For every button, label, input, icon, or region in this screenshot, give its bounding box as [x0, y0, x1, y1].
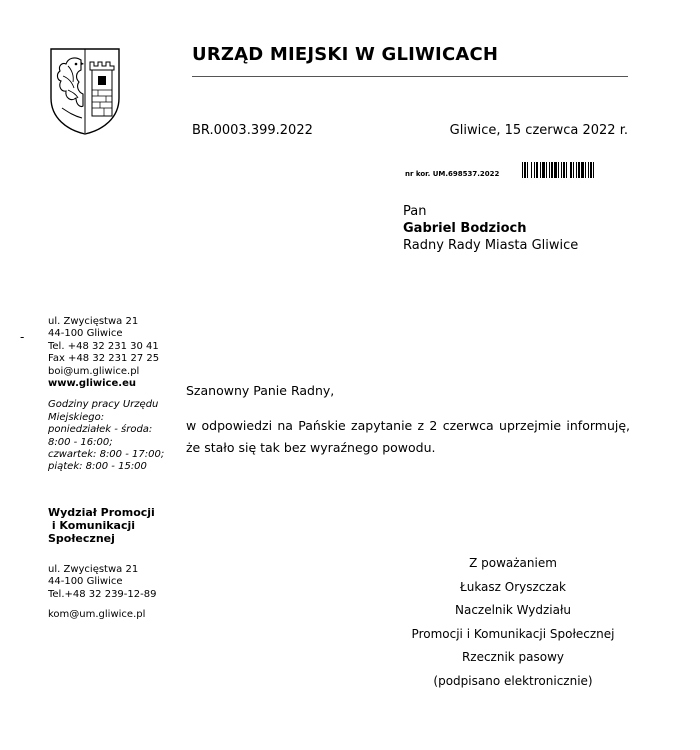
margin-dash: - — [20, 330, 25, 344]
city-coat-of-arms-icon — [48, 46, 122, 136]
address-street: ul. Zwycięstwa 21 — [48, 316, 139, 327]
hours-line: Godziny pracy Urzędu — [48, 399, 159, 411]
hours-line: Miejskiego: — [48, 411, 105, 423]
office-hours — [48, 399, 183, 473]
signature-closing: Z poważaniem — [469, 556, 557, 570]
fax-number: Fax +48 32 231 27 25 — [48, 353, 160, 365]
department-street: ul. Zwycięstwa 21 — [48, 564, 139, 575]
letter-body — [186, 415, 630, 459]
signature-note: (podpisano elektronicznie) — [433, 673, 593, 688]
signature-name: Łukasz Oryszczak — [459, 579, 567, 594]
department-city: 44-100 Gliwice — [48, 576, 123, 588]
header-divider — [192, 76, 628, 77]
body-line: że stało się tak bez wyraźnego powodu. — [186, 440, 436, 455]
department-contact — [48, 564, 183, 601]
hours-line: poniedziałek - środa: — [48, 424, 153, 436]
department-title — [48, 506, 183, 545]
letter-salutation: Szanowny Panie Radny, — [186, 383, 335, 398]
correspondence-number: nr kor. UM.698537.2022 — [405, 170, 500, 178]
phone-number: Tel. +48 32 231 30 41 — [48, 340, 159, 352]
department-title-line: i Komunikacji — [48, 519, 136, 532]
recipient-block — [403, 203, 578, 254]
department-email: kom@um.gliwice.pl — [48, 609, 146, 620]
signature-position: Rzecznik pasowy — [461, 650, 565, 665]
hours-line: czwartek: 8:00 - 17:00; — [48, 449, 165, 461]
recipient-role: Radny Rady Miasta Gliwice — [403, 238, 579, 253]
hours-line: piątek: 8:00 - 15:00 — [48, 461, 147, 473]
office-email: boi@um.gliwice.pl — [48, 365, 140, 377]
department-title-line: Społecznej — [48, 532, 115, 545]
office-contact-sidebar — [48, 316, 183, 474]
body-line: w odpowiedzi na Pańskie zapytanie z 2 czerwca uprzejmie informuję, — [186, 418, 630, 433]
barcode-icon — [522, 162, 628, 178]
office-title: URZĄD MIEJSKI W GLIWICACH — [192, 44, 499, 65]
signature-position: Naczelnik Wydziału — [454, 603, 572, 618]
address-city: 44-100 Gliwice — [48, 328, 123, 340]
hours-line: 8:00 - 16:00; — [48, 436, 113, 448]
recipient-title: Pan — [403, 204, 427, 219]
website-link: www.gliwice.eu — [48, 378, 136, 390]
letter-reference: BR.0003.399.2022 — [192, 123, 313, 138]
department-phone: Tel.+48 32 239-12-89 — [48, 588, 157, 600]
letter-date: Gliwice, 15 czerwca 2022 r. — [449, 123, 628, 138]
recipient-name: Gabriel Bodzioch — [403, 221, 527, 236]
signature-block — [398, 552, 628, 694]
department-title-line: Wydział Promocji — [48, 506, 155, 519]
signature-position: Promocji i Komunikacji Społecznej — [411, 626, 615, 641]
